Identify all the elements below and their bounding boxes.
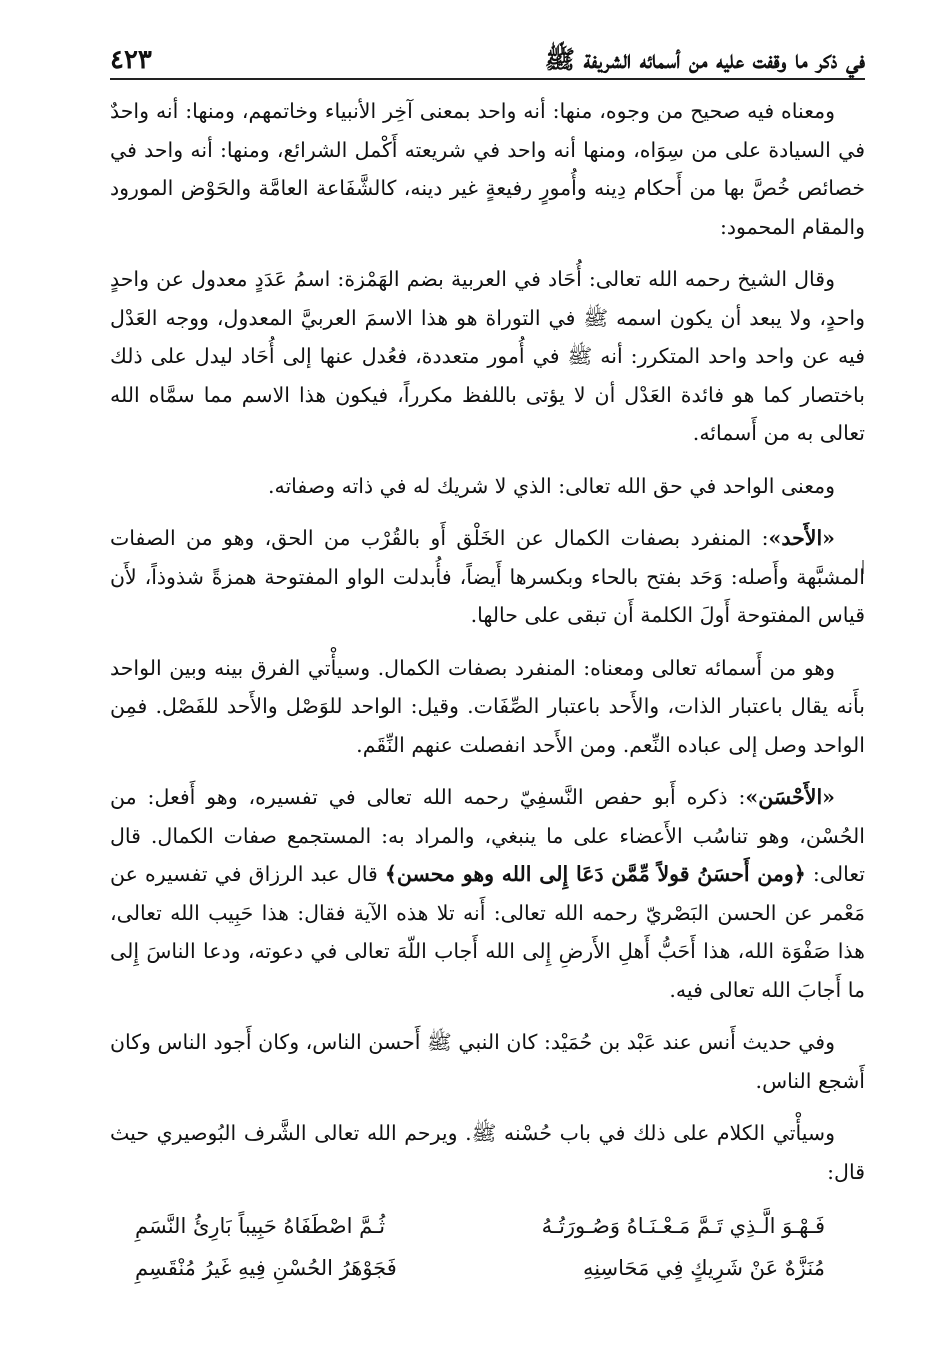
header-rule — [110, 78, 865, 80]
ahsan-text-b: قال عبد الرزاق في تفسيره عن مَعْمر عن الحسن البَصْريّ رحمه الله تعالى: أَنه تلا هذه الآية فقال: هذا حَبِيب الله تعالى، هذا صَفْوَة الله، هذا أَحَبُّ أَهلِ الأَرضِ إِلى الله أَجاب اللّهَ تعالى في دعوته، ودعا الناسَ إِلى ما أَجابَ الله تعالى فيه. — [110, 862, 865, 1002]
ahsan-text-a: : ذكره أَبو حفص النَّسفِيّ رحمه الله تعالى في تفسيره، وهو أَفعل: من الحُسْن، وهو تناسُب الأَعضاء على ما ينبغي، والمراد به: المستجمع صفات الكمال. قال تعالى: — [110, 785, 865, 886]
verse-2-second-hemistich: فَجَوْهَرُ الحُسْنِ فِيهِ غَيرُ مُنْقَسِمِ — [135, 1256, 397, 1280]
paragraph-1: ومعناه فيه صحيح من وجوه، منها: أنه واحد بمعنى آخِر الأنبياء وخاتمهم، ومنها: أنه واحدٌ في السيادة على من سِوَاه، ومنها أنه واحد في شريعته أَكْمل الشرائع، ومنها: أنه واحد في خصائص خُصَّ بها من أَحكام دِينه وأُمورٍ رفيعةٍ غير دينه، كالشَّفَاعة العامَّة والحَوْض المورود والمقام المحمود: — [110, 99, 865, 239]
quran-quote: ﴿ومن أَحسَنُ قولاً مِّمَّن دَعَا إِلى الله وهو محسن﴾ — [384, 862, 806, 886]
verse-2-first-hemistich: مُنَزَّهٌ عَنْ شَرِيكٍ فِي مَحَاسِنِهِ — [582, 1256, 825, 1280]
verse-2 — [135, 1247, 825, 1289]
paragraph-8: وسيأْتي الكلام على ذلك في باب حُسْنه ﷺ. ويرحم الله تعالى الشَّرف البُوصيري حيث قال: — [110, 1121, 865, 1184]
paragraph-ahad — [110, 519, 865, 635]
body-text — [110, 92, 865, 1289]
page-number: ٤٢٣ — [110, 45, 152, 75]
running-title: في ذكر ما وقفت عليه من أسمائه الشريفة ﷺ — [544, 45, 865, 74]
paragraph-ahsan — [110, 778, 865, 1009]
paragraph-7: وفي حديث أَنس عند عَبْد بن حُمَيْد: كان النبي ﷺ أَحسن الناس، وكان أَجود الناس وكان أَشجع الناس. — [110, 1030, 865, 1093]
ahad-definition: : المنفرد بصفات الكمال عن الخَلْق أَو بالقُرْب من الحق، وهو من الصفات المشبَّهة وأَصله: وَحَد بفتح بالحاء وبكسرها أَيضاً، فأُبدلت الواو المفتوحة همزةً شذوذاً، لأَن قياس المفتوحة أَولَ الكلمة أَن تبقى على حالها. — [110, 526, 865, 627]
verse-1-first-hemistich: فَـهْـوَ الَّـذِي تَـمَّ مَـعْـنَـاهُ وَصُـورَتُـهُ — [541, 1214, 825, 1238]
verse-1 — [135, 1205, 825, 1247]
verse-1-second-hemistich: ثُـمَّ اصْطَفَاهُ حَبِيباً بَارِئُ النَّسَمِ — [135, 1214, 386, 1238]
term-al-ahad: «الأَحد» — [768, 526, 835, 550]
paragraph-3: ومعنى الواحد في حق الله تعالى: الذي لا شريك له في ذاته وصفاته. — [267, 473, 835, 498]
paragraph-2: وقال الشيخ رحمه الله تعالى: أُحَاد في العربية بضم الهَمْزة: اسمُ عَدَدٍ معدول عن واحدٍ واحدٍ، ولا يبعد أن يكون اسمه ﷺ في التوراة هو هذا الاسمَ العربيَّ المعدول، ووجه العَدْل فيه عن واحد واحد المتكرر: أنه ﷺ في أُمور متعددة، فعُدل عنها إلى أُحَاد ليدل على ذلك باختصار كما هو فائدة العَدْل أن لا يؤتى باللفظ مكرراً، فيكون هذا الاسم مما سمَّاه الله تعالى به من أَسمائه. — [110, 267, 865, 445]
paragraph-5: وهو من أَسمائه تعالى ومعناه: المنفرد بصفات الكمال. وسيأْتي الفرق بينه وبين الواحد بأَنه يقال باعتبار الذات، والأَحد باعتبار الصِّفَات. وقيل: الواحد للوَصْل والأَحد للفَصْل. فمِن الواحد وصل إلى عباده النِّعم. ومن الأَحد انفصلت عنهم النِّقَم. — [110, 655, 865, 757]
page-header — [110, 32, 865, 76]
term-al-ahsan: «الأَحْسَن» — [745, 785, 835, 809]
poem — [110, 1205, 865, 1289]
